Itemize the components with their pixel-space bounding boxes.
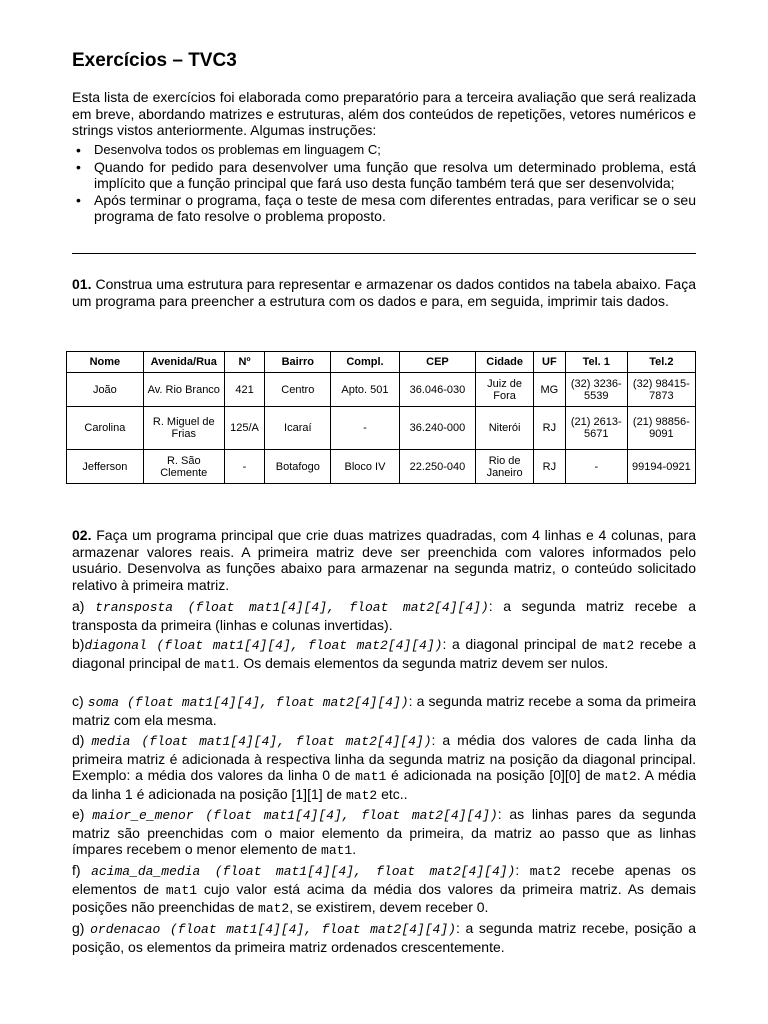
item-text: : a segunda matriz recebe a transposta da primeira (linhas e colunas invertidas).	[72, 598, 696, 633]
code-term: mat2	[605, 769, 637, 784]
code-term: mat1	[165, 882, 198, 898]
table-cell: 22.250-040	[399, 450, 476, 484]
function-signature: media (float mat1[4][4], float mat2[4][4])	[91, 734, 432, 749]
item-text: : as linhas pares da segunda matriz são preenchidas com o maior elemento da primeira, da matriz ao passo que as linhas ímpares recebem o menor elemento de	[72, 806, 696, 857]
table-cell: Av. Rio Branco	[143, 373, 224, 407]
column-header: Avenida/Rua	[143, 352, 224, 373]
table-row	[67, 407, 696, 450]
table-cell: -	[565, 450, 627, 484]
table-header-row	[67, 352, 696, 373]
item-label: e)	[72, 806, 85, 822]
table-cell: 125/A	[224, 407, 265, 450]
item-text: : a diagonal principal de	[442, 636, 603, 652]
table-cell: Botafogo	[265, 450, 331, 484]
item-label: b)	[72, 636, 85, 652]
question-text: Construa uma estrutura para representar e armazenar os dados contidos na tabela abaixo. Faça um programa para preencher a estrutura com os dados e para, em seguida, imprimir tais dados.	[72, 276, 697, 309]
intro-paragraph: Esta lista de exercícios foi elaborada como preparatório para a terceira avaliação que será realizada em breve, abordando matrizes e estruturas, além dos conteúdos de repetições, vetores numéricos e strings vistos anteriormente. Algumas instruções:	[72, 89, 696, 138]
code-term: mat2	[529, 864, 561, 879]
function-signature: transposta (float mat1[4][4], float mat2[4][4])	[95, 600, 489, 615]
section-divider	[72, 253, 696, 254]
function-signature: acima_da_media (float mat1[4][4], float mat2[4][4])	[91, 864, 516, 879]
table-cell: Centro	[265, 373, 331, 407]
code-term: mat2	[345, 787, 378, 803]
table-cell: (21) 98856-9091	[627, 407, 695, 450]
column-header: Tel.2	[627, 352, 695, 373]
table-cell: R. Miguel de Frias	[143, 407, 224, 450]
item-text: , se existirem, devem receber 0.	[289, 899, 489, 915]
table-cell: Carolina	[67, 407, 144, 450]
table-cell: (21) 2613-5671	[565, 407, 627, 450]
table-cell: -	[224, 450, 265, 484]
item-text: cujo valor está acima da média dos valores da primeira matriz. As demais posições não preenchidas de	[72, 880, 696, 915]
table-cell: R. São Clemente	[143, 450, 224, 484]
column-header: CEP	[399, 352, 476, 373]
table-cell: 99194-0921	[627, 450, 695, 484]
code-term: mat2	[602, 638, 635, 653]
table-row	[67, 373, 696, 407]
item-label: a)	[72, 598, 85, 614]
item-text: é adicionada na posição [0][0] de	[386, 767, 606, 783]
instruction-item: • Quando for pedido para desenvolver uma função que resolva um determinado problema, está implícito que a função principal que fará uso desta função também terá que ser desenvolvida;	[72, 159, 696, 192]
item-text: .	[352, 841, 357, 857]
code-term: mat1	[321, 843, 353, 858]
page-title: Exercícios – TVC3	[72, 50, 237, 71]
table-cell: 421	[224, 373, 265, 407]
table-cell: Bloco IV	[331, 450, 399, 484]
table-cell: João	[67, 373, 144, 407]
item-text: : a média dos valores de cada linha da primeira matriz é adicionada à respectiva linha da segunda matriz na posição da diagonal principal. Exemplo: a média dos valores da linha 0 de	[72, 732, 697, 783]
function-signature: soma (float mat1[4][4], float mat2[4][4])	[87, 695, 409, 710]
question-number: 01.	[72, 276, 92, 292]
table-cell: RJ	[533, 407, 565, 450]
table-cell: Rio de Janeiro	[476, 450, 534, 484]
code-term: mat1	[204, 656, 236, 672]
item-text: : a segunda matriz recebe, posição a posição, os elementos da primeira matriz ordenados crescentemente.	[72, 920, 697, 955]
instruction-item: • Após terminar o programa, faça o teste de mesa com diferentes entradas, para verificar se o seu programa de fato resolve o problema proposto.	[72, 192, 696, 225]
item-text: recebe a diagonal principal de	[72, 636, 697, 671]
table-cell: Apto. 501	[331, 373, 399, 407]
question-number: 02.	[72, 527, 92, 543]
item-label: f)	[72, 862, 81, 878]
function-signature: diagonal (float mat1[4][4], float mat2[4][4])	[84, 638, 443, 653]
item-g	[72, 920, 696, 955]
item-text: :	[515, 862, 530, 878]
table-cell: Icaraí	[265, 407, 331, 450]
question-01	[72, 276, 696, 309]
table-cell: 36.046-030	[399, 373, 476, 407]
item-text: etc..	[377, 785, 408, 802]
column-header: Nome	[67, 352, 144, 373]
instruction-item: • Desenvolva todos os problemas em linguagem C;	[72, 142, 696, 159]
item-e	[72, 806, 696, 860]
table-cell: Jefferson	[67, 450, 144, 484]
column-header: Tel. 1	[565, 352, 627, 373]
table-cell: 36.240-000	[399, 407, 476, 450]
item-label: d)	[72, 732, 85, 748]
item-label: c)	[72, 693, 84, 709]
item-text: . Os demais elementos da segunda matriz devem ser nulos.	[235, 654, 609, 671]
table-cell: Juiz de Fora	[476, 373, 534, 407]
table-cell: (32) 98415-7873	[627, 373, 695, 407]
table-cell: RJ	[533, 450, 565, 484]
item-label: g)	[72, 920, 85, 936]
address-table	[66, 351, 696, 484]
table-cell: Niterói	[476, 407, 534, 450]
question-02	[72, 527, 696, 593]
table-cell: -	[331, 407, 399, 450]
item-d	[72, 732, 696, 804]
item-b	[72, 636, 696, 673]
column-header: Nº	[224, 352, 265, 373]
table-cell: MG	[533, 373, 565, 407]
item-text: . A média da linha 1 é adicionada na posição [1][1] de	[72, 767, 696, 802]
item-f	[72, 862, 696, 918]
question-text: Faça um programa principal que crie duas matrizes quadradas, com 4 linhas e 4 colunas, para armazenar valores reais. A primeira matriz deve ser preenchida com valores informados pelo usuário. Desenvolva as funções abaixo para armazenar na segunda matriz, o conteúdo solicitado relativo à primeira matriz.	[72, 527, 697, 593]
column-header: Bairro	[265, 352, 331, 373]
function-signature: ordenacao (float mat1[4][4], float mat2[4][4])	[90, 922, 456, 937]
item-text: : a segunda matriz recebe a soma da primeira matriz com ela mesma.	[72, 693, 696, 728]
code-term: mat2	[258, 901, 290, 916]
code-term: mat1	[355, 769, 387, 784]
table-cell: (32) 3236-5539	[565, 373, 627, 407]
column-header: UF	[533, 352, 565, 373]
column-header: Compl.	[331, 352, 399, 373]
item-a	[72, 598, 696, 633]
table-row	[67, 450, 696, 484]
column-header: Cidade	[476, 352, 534, 373]
function-signature: maior_e_menor (float mat1[4][4], float mat2[4][4])	[92, 808, 498, 823]
instructions-list	[72, 142, 696, 225]
item-c	[72, 693, 696, 728]
item-text: recebe apenas os elementos de	[72, 862, 696, 897]
